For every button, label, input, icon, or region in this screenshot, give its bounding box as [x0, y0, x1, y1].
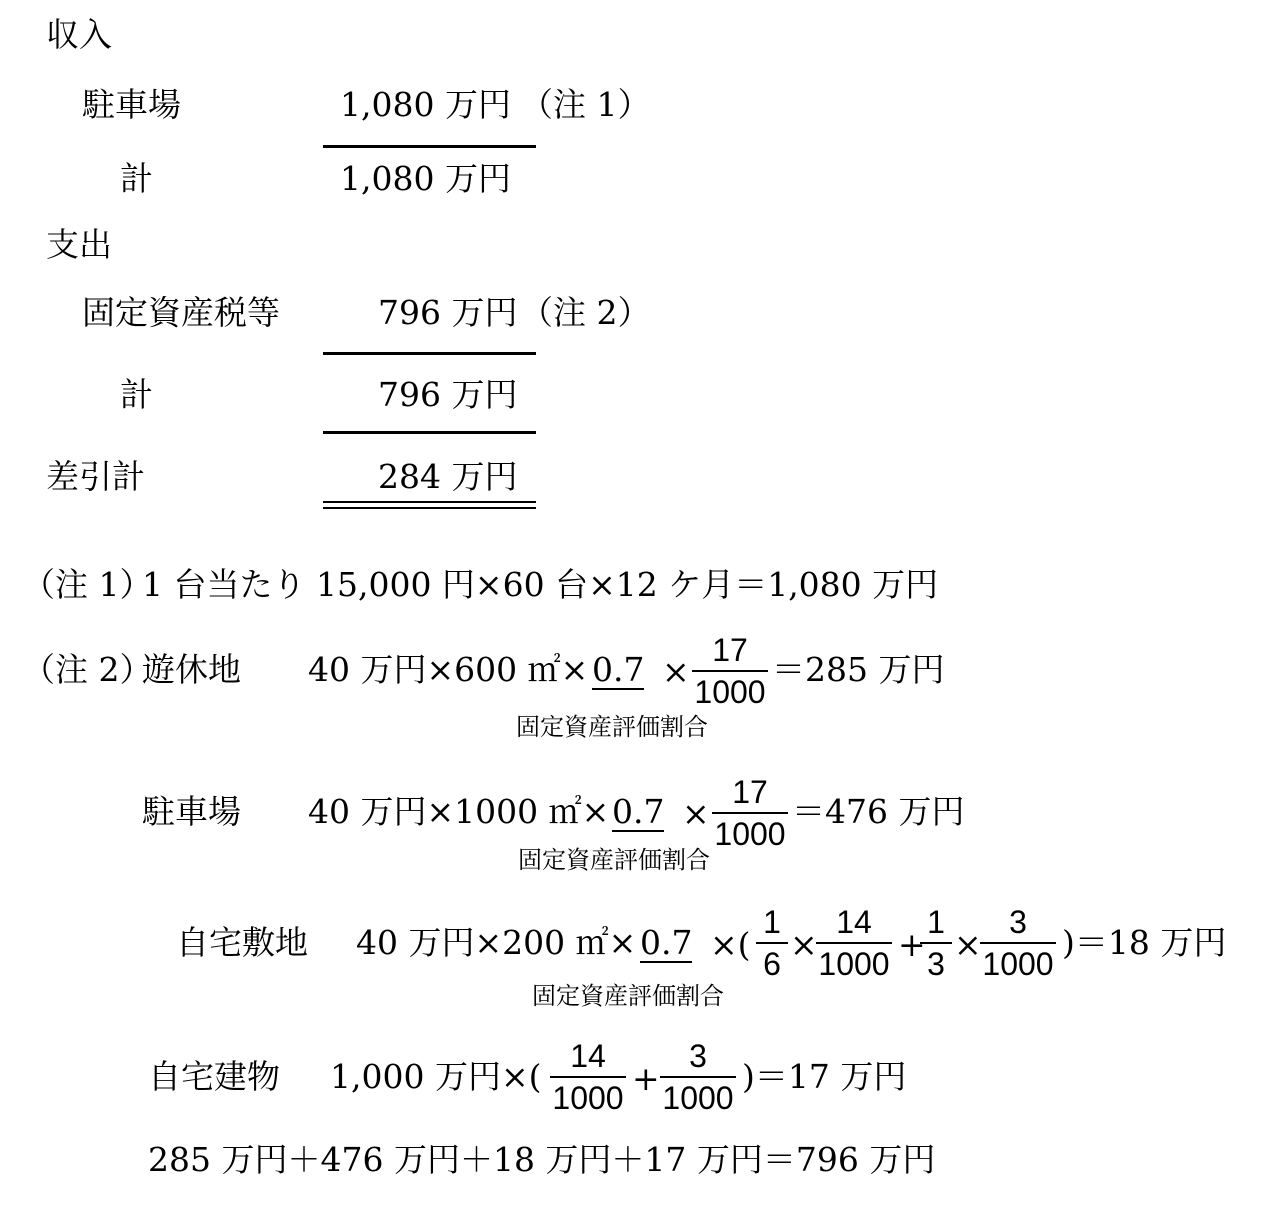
expense-heading: 支出 [46, 225, 112, 264]
home-land-f3-bar [920, 942, 952, 944]
home-building-plus: + [632, 1059, 660, 1098]
note1-text: 1 台当たり 15,000 円×60 台×12 ケ月＝1,080 万円 [142, 565, 939, 604]
parking-land-label: 駐車場 [142, 792, 241, 831]
home-land-rate: 0.7 [640, 923, 693, 962]
parking-land-times: × [682, 794, 710, 833]
home-building-f1-denominator: 1000 [552, 1080, 624, 1116]
expense-subtotal-value: 796 万円 [378, 375, 518, 414]
home-land-lhs: 40 万円×200 ㎡× [356, 923, 637, 962]
parking-income-note: （注 1） [520, 85, 651, 124]
home-building-f1-bar [550, 1076, 626, 1078]
vacant-land-denominator: 1000 [694, 674, 766, 710]
vacant-land-fraction-bar [692, 670, 768, 672]
income-subtotal-value: 1,080 万円 [340, 159, 511, 198]
parking-land-rate: 0.7 [612, 792, 665, 831]
home-land-result: )＝18 万円 [1062, 923, 1227, 962]
parking-land-numerator: 17 [732, 774, 768, 810]
home-land-f1-denominator: 6 [763, 946, 781, 982]
home-land-f1-bar [756, 942, 788, 944]
parking-land-fraction [712, 776, 788, 850]
home-building-f1-numerator: 14 [570, 1038, 606, 1074]
home-building-lhs: 1,000 万円×( [330, 1057, 542, 1096]
home-land-plus: + [898, 925, 926, 964]
income-heading: 収入 [46, 15, 112, 54]
home-building-f2-bar [660, 1076, 736, 1078]
home-land-label: 自宅敷地 [176, 923, 308, 962]
home-land-f4-numerator: 3 [1009, 904, 1027, 940]
expense-subtotal-rule [323, 352, 536, 355]
note2-tag: （注 2） [22, 650, 153, 689]
vacant-land-rate-label: 固定資産評価割合 [516, 713, 708, 741]
home-land-times-2: × [954, 925, 982, 964]
home-land-open: ×( [710, 925, 751, 964]
vacant-land-numerator: 17 [712, 632, 748, 668]
income-subtotal-rule [323, 145, 536, 148]
vacant-land-fraction [692, 634, 768, 708]
home-land-f3-denominator: 3 [927, 946, 945, 982]
note1-tag: （注 1） [22, 565, 153, 604]
tax-total-line: 285 万円＋476 万円＋18 万円＋17 万円＝796 万円 [148, 1140, 936, 1179]
tax-expense-note: （注 2） [520, 293, 651, 332]
home-land-f3-numerator: 1 [927, 904, 945, 940]
home-land-fraction-1 [756, 906, 788, 980]
vacant-land-result: ＝285 万円 [772, 650, 945, 689]
home-land-f2-denominator: 1000 [818, 946, 890, 982]
vacant-land-rate: 0.7 [592, 650, 645, 689]
home-building-fraction-2 [660, 1040, 736, 1114]
parking-income-value: 1,080 万円 [340, 85, 511, 124]
parking-land-fraction-bar [712, 812, 788, 814]
net-label: 差引計 [46, 457, 145, 496]
tax-expense-label: 固定資産税等 [82, 293, 280, 332]
net-value: 284 万円 [378, 457, 518, 496]
home-land-times-1: × [790, 925, 818, 964]
vacant-land-lhs: 40 万円×600 ㎡× [308, 650, 589, 689]
home-building-f2-numerator: 3 [689, 1038, 707, 1074]
home-land-rate-label: 固定資産評価割合 [532, 982, 724, 1010]
home-land-f4-bar [980, 942, 1056, 944]
home-land-fraction-3 [920, 906, 952, 980]
vacant-land-times: × [662, 652, 690, 691]
parking-land-lhs: 40 万円×1000 ㎡× [308, 792, 610, 831]
expense-subtotal-label: 計 [120, 375, 153, 414]
home-land-f2-numerator: 14 [836, 904, 872, 940]
home-building-fraction-1 [550, 1040, 626, 1114]
home-land-fraction-4 [980, 906, 1056, 980]
home-building-label: 自宅建物 [148, 1057, 280, 1096]
parking-land-rate-label: 固定資産評価割合 [518, 846, 710, 874]
tax-expense-value: 796 万円 [378, 293, 518, 332]
home-land-f1-numerator: 1 [763, 904, 781, 940]
vacant-land-label: 遊休地 [142, 650, 241, 689]
net-double-rule [323, 501, 536, 509]
parking-land-denominator: 1000 [714, 816, 786, 852]
net-rule [323, 431, 536, 434]
home-building-f2-denominator: 1000 [662, 1080, 734, 1116]
home-land-fraction-2 [816, 906, 892, 980]
home-building-result: )＝17 万円 [742, 1057, 907, 1096]
home-land-f2-bar [816, 942, 892, 944]
parking-land-result: ＝476 万円 [792, 792, 965, 831]
income-subtotal-label: 計 [120, 159, 153, 198]
parking-income-label: 駐車場 [82, 85, 181, 124]
home-land-f4-denominator: 1000 [982, 946, 1054, 982]
